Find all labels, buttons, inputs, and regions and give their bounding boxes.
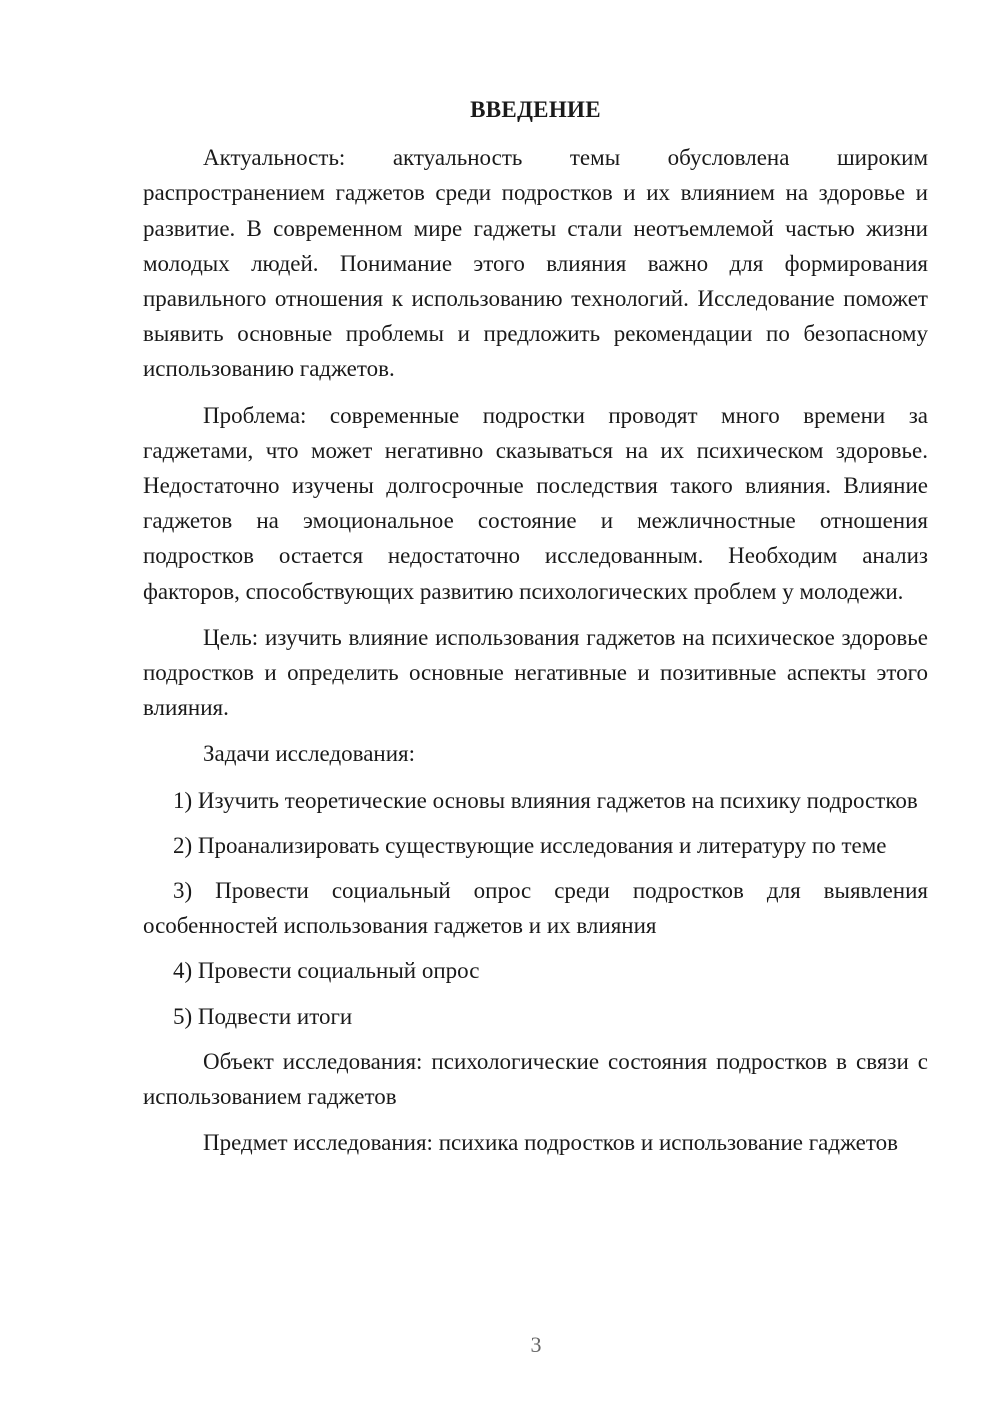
document-page [143,92,928,1171]
list-item-task-4: 4) Провести социальный опрос [173,958,480,984]
paragraph-problem: Проблема: современные подростки проводят много времени за гаджетами, что может негативно сказываться на их психическом здоровье. Недостаточно изучены долгосрочные последствия такого влияния. Влияние гаджетов на эмоциональное состояние и межличностные отношения подростков остается недостаточно исследованным. Необходим анализ факторов, способствующих развитию психологических проблем у молодежи. [143,402,928,604]
list-item-task-3: 3) Провести социальный опрос среди подростков для выявления особенностей использования гаджетов и их влияния [143,878,928,939]
tasks-heading: Задачи исследования: [203,741,416,767]
paragraph-relevance: Актуальность: актуальность темы обусловлена широким распространением гаджетов среди подростков и их влиянием на здоровье и развитие. В современном мире гаджеты стали неотъемлемой частью жизни молодых людей. Понимание этого влияния важно для формирования правильного отношения к использованию технологий. Исследование поможет выявить основные проблемы и предложить рекомендации по безопасному использованию гаджетов. [143,145,928,382]
list-item-task-5: 5) Подвести итоги [173,1003,353,1029]
paragraph-subject: Предмет исследования: психика подростков и использование гаджетов [203,1130,898,1156]
list-item-task-1: 1) Изучить теоретические основы влияния гаджетов на психику подростков [173,787,918,813]
list-item-task-2: 2) Проанализировать существующие исследования и литературу по теме [173,832,887,858]
page-title: ВВЕДЕНИЕ [470,97,601,122]
page-number: 3 [530,1332,542,1357]
paragraph-goal: Цель: изучить влияние использования гаджетов на психическое здоровье подростков и определить основные негативные и позитивные аспекты этого влияния. [143,624,928,721]
paragraph-object: Объект исследования: психологические состояния подростков в связи с использованием гаджетов [143,1048,928,1110]
